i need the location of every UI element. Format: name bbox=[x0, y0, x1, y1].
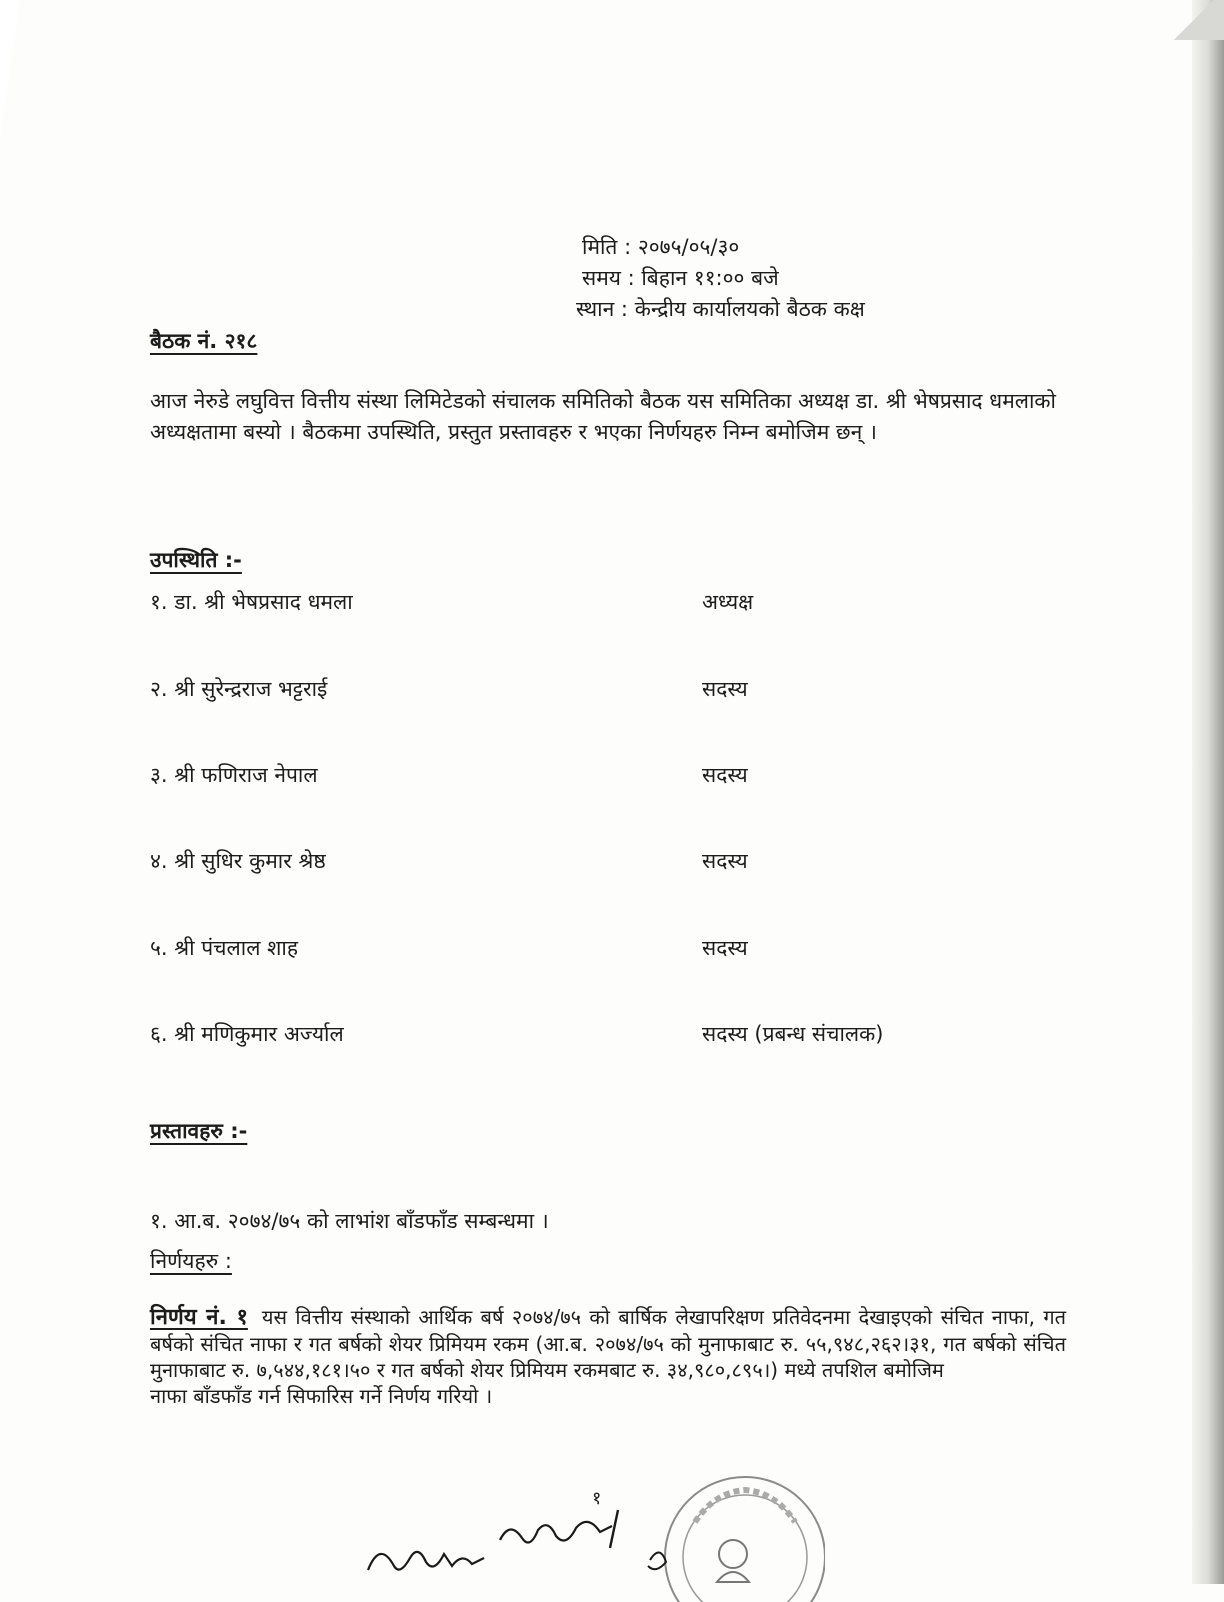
meeting-date: मिति : २०७५/०५/३० bbox=[582, 235, 740, 259]
attendee-name: २. श्री सुरेन्द्रराज भट्टराई bbox=[150, 677, 328, 701]
meeting-place: स्थान : केन्द्रीय कार्यालयको बैठक कक्ष bbox=[576, 297, 865, 321]
attendee-name: १. डा. श्री भेषप्रसाद धमला bbox=[150, 590, 353, 614]
attendee-name: ३. श्री फणिराज नेपाल bbox=[150, 763, 318, 787]
attendee-role: सदस्य bbox=[702, 763, 748, 787]
proposals-heading: प्रस्तावहरु :- bbox=[150, 1119, 248, 1143]
attendee-role: सदस्य bbox=[702, 936, 748, 960]
decision-label: निर्णय नं. १ bbox=[150, 1305, 248, 1330]
decision-paragraph bbox=[150, 1304, 1066, 1409]
meeting-number: बैठक नं. २१८ bbox=[150, 329, 258, 353]
decisions-heading: निर्णयहरु : bbox=[150, 1249, 232, 1273]
attestation-signature bbox=[360, 1500, 680, 1584]
attendance-heading: उपस्थिति :- bbox=[150, 548, 242, 572]
attendee-name: ४. श्री सुधिर कुमार श्रेष्ठ bbox=[150, 849, 326, 873]
scan-corner bbox=[1164, 0, 1224, 40]
meeting-time: समय : बिहान ११:०० बजे bbox=[582, 266, 779, 290]
intro-paragraph: आज नेरुडे लघुवित्त वित्तीय संस्था लिमिटेडको संचालक समितिको बैठक यस समितिका अध्यक्ष डा. श्री भेषप्रसाद धमलाको अध्यक्षतामा बस्यो । बैठकमा उपस्थिति, प्रस्तुत प्रस्तावहरु र भएका निर्णयहरु निम्न बमोजिम छन् । bbox=[150, 389, 1056, 444]
attendee-name: ६. श्री मणिकुमार अर्ज्याल bbox=[150, 1022, 344, 1046]
decision-text-last: नाफा बाँडफाँड गर्न सिफारिस गर्ने निर्णय गरियो । bbox=[150, 1384, 493, 1408]
meeting-meta bbox=[576, 232, 865, 325]
attendee-role: अध्यक्ष bbox=[702, 590, 754, 614]
proposal-item: १. आ.ब. २०७४/७५ को लाभांश बाँडफाँड सम्बन्धमा । bbox=[150, 1209, 549, 1233]
attendee-role: सदस्य (प्रबन्ध संचालक) bbox=[702, 1022, 884, 1046]
attendee-role: सदस्य bbox=[702, 849, 748, 873]
attendee-name: ५. श्री पंचलाल शाह bbox=[150, 936, 298, 960]
page-number: १ bbox=[592, 1488, 602, 1509]
scan-edge-shadow bbox=[1192, 0, 1224, 1584]
attendee-role: सदस्य bbox=[702, 677, 748, 701]
decision-text: यस वित्तीय संस्थाको आर्थिक बर्ष २०७४/७५ को बार्षिक लेखापरिक्षण प्रतिवेदनमा देखाइएको संचित नाफा, गत बर्षको संचित नाफा र गत बर्षको शेयर प्रिमियम रकम (आ.ब. २०७४/७५ को मुनाफाबाट रु. ५५,९४८,२६२।३१, गत बर्षको संचित मुनाफाबाट रु. ७,५४४,१८१।५० र गत बर्षको शेयर प्रिमियम रकमबाट रु. ३४,९८०,८९५।) मध्ये तपशिल बमोजिम bbox=[150, 1305, 1066, 1382]
scan-edge bbox=[0, 0, 20, 140]
official-seal bbox=[655, 1462, 825, 1602]
